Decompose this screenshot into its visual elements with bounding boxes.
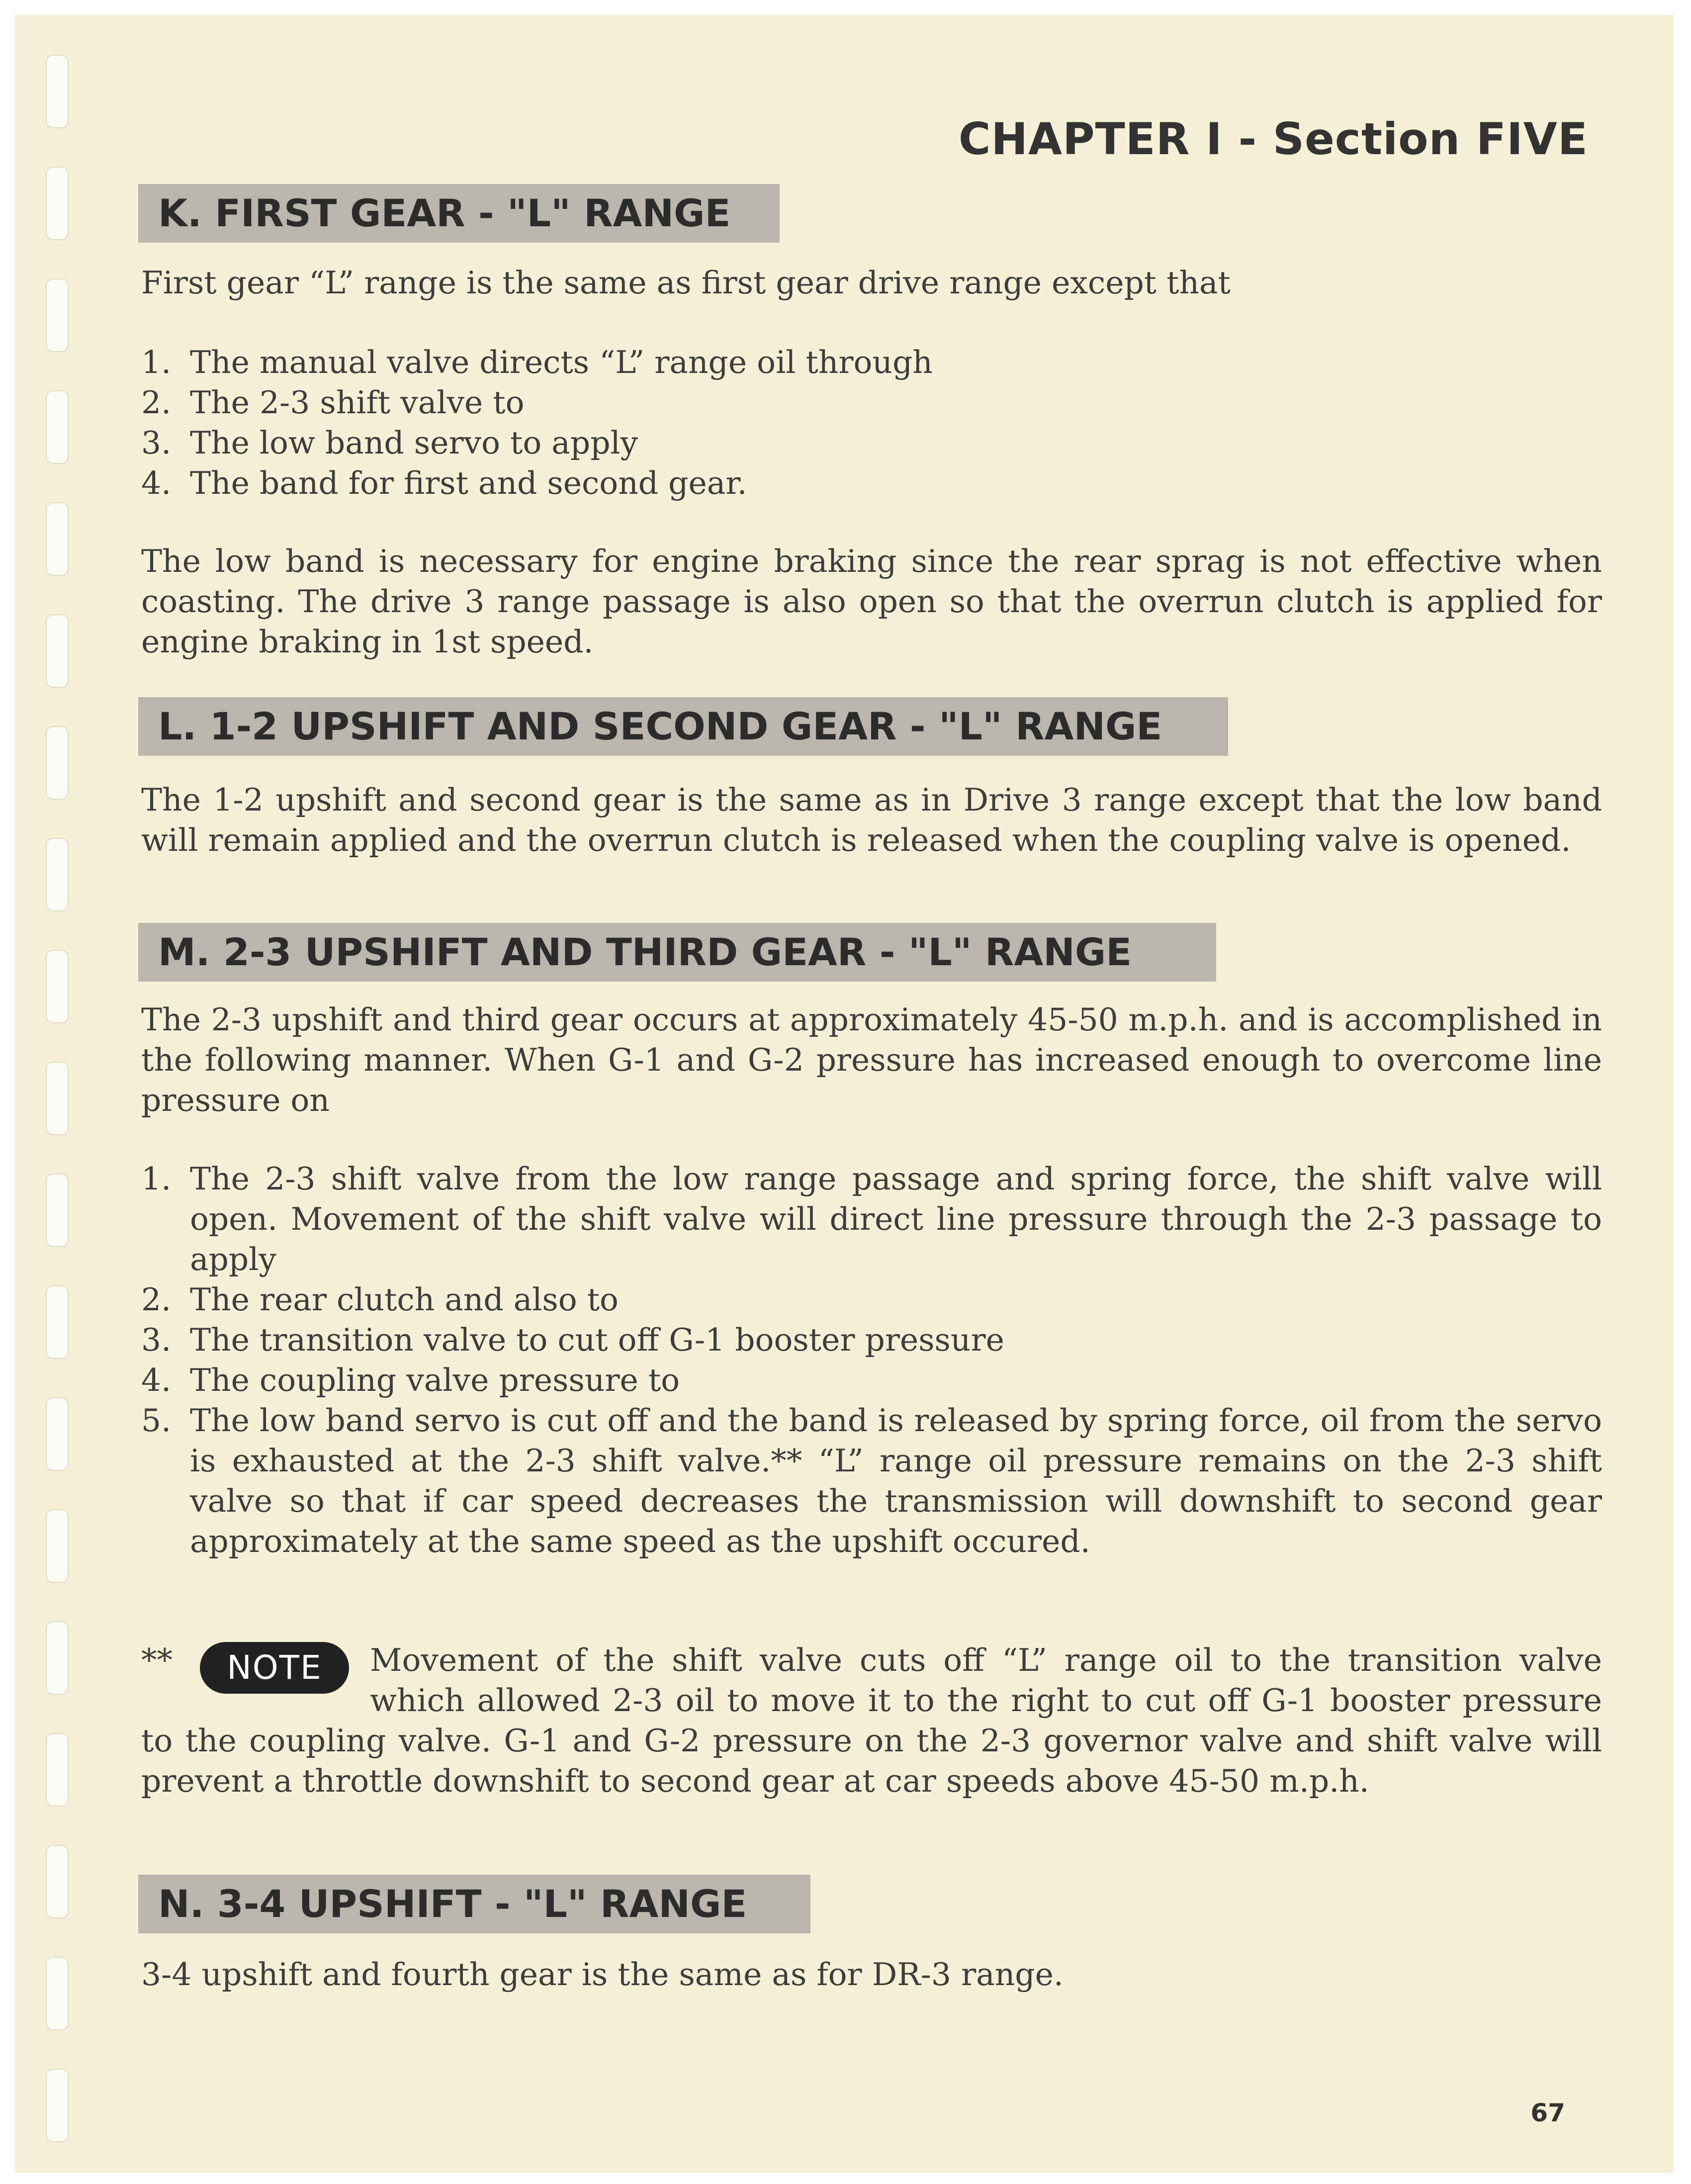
section-k-intro: First gear “L” range is the same as first gear drive range except that [141, 265, 1231, 301]
binder-hole [46, 838, 69, 911]
section-m-intro: The 2-3 upshift and third gear occurs at approximately 45-50 m.p.h. and is accomplished in the following manner. When G-1 and G-2 pressure has increased enough to overcome line pressure on [141, 1001, 1602, 1118]
chapter-title: CHAPTER I - Section FIVE [958, 113, 1588, 165]
section-k-list [141, 342, 1602, 503]
section-l-heading: L. 1-2 UPSHIFT AND SECOND GEAR - "L" RANGE [138, 697, 1228, 756]
section-m-list [141, 1159, 1602, 1561]
binder-hole [46, 1957, 69, 2030]
list-item: 3. The transition valve to cut off G-1 booster pressure [141, 1322, 1004, 1358]
section-l-body: The 1-2 upshift and second gear is the same as in Drive 3 range except that the low band will remain applied and the overrun clutch is released when the coupling valve is opened. [141, 782, 1602, 858]
binder-hole [46, 1621, 69, 1695]
section-k-body: The low band is necessary for engine braking since the rear sprag is not effective when coasting. The drive 3 range passage is also open so that the overrun clutch is applied for engine braking in 1st speed. [141, 543, 1602, 660]
binder-hole [46, 726, 69, 800]
note-text: Movement of the shift valve cuts off “L” range oil to the transition valve which allowed 2-3 oil to move it to the right to cut off G-1 booster pressure to the coupling valve. G-1 and G-2 pressure on the 2-3 governor valve and shift valve will prevent a throttle downshift to second gear at car speeds above 45-50 m.p.h. [141, 1642, 1602, 1799]
binder-hole [46, 1062, 69, 1135]
manual-page [15, 15, 1674, 2173]
list-item: 4. The coupling valve pressure to [141, 1362, 680, 1398]
binder-hole [46, 1509, 69, 1583]
binder-hole [46, 502, 69, 576]
list-item: 2. The rear clutch and also to [141, 1281, 619, 1318]
list-item: 2. The 2-3 shift valve to [141, 384, 525, 421]
section-k-heading: K. FIRST GEAR - "L" RANGE [138, 184, 780, 243]
binder-hole [46, 1397, 69, 1471]
page-number: 67 [1530, 2098, 1565, 2127]
binder-hole [46, 1174, 69, 1247]
list-item: 5. The low band servo is cut off and the band is released by spring force, oil from the servo is exhausted at the 2-3 shift valve.** “L” range oil pressure remains on the 2-3 shift valve so that if car speed decreases the transmission will downshift to second gear approximately at the same speed as the upshift occured. [141, 1402, 1602, 1559]
list-item: 1. The manual valve directs “L” range oil through [141, 344, 933, 380]
binder-hole [46, 167, 69, 240]
binder-hole [46, 1845, 69, 1918]
note-badge: NOTE [200, 1642, 349, 1694]
binder-hole [46, 278, 69, 352]
section-n-heading: N. 3-4 UPSHIFT - "L" RANGE [138, 1875, 810, 1933]
list-item: 1. The 2-3 shift valve from the low range passage and spring force, the shift valve will open. Movement of the shift valve will direct line pressure through the 2-3 passage to apply [141, 1161, 1602, 1277]
binder-hole [46, 950, 69, 1023]
list-item: 4. The band for first and second gear. [141, 465, 747, 501]
note-paragraph [141, 1640, 1602, 1801]
binder-hole [46, 55, 69, 128]
binder-hole [46, 1733, 69, 1807]
binder-hole [46, 614, 69, 688]
list-item: 3. The low band servo to apply [141, 425, 638, 461]
note-asterisks: ** [141, 1642, 173, 1678]
section-m-heading: M. 2-3 UPSHIFT AND THIRD GEAR - "L" RANGE [138, 923, 1216, 982]
section-n-body: 3-4 upshift and fourth gear is the same as for DR-3 range. [141, 1956, 1064, 1993]
binder-hole [46, 390, 69, 464]
binder-hole [46, 2069, 69, 2142]
binder-hole [46, 1285, 69, 1359]
